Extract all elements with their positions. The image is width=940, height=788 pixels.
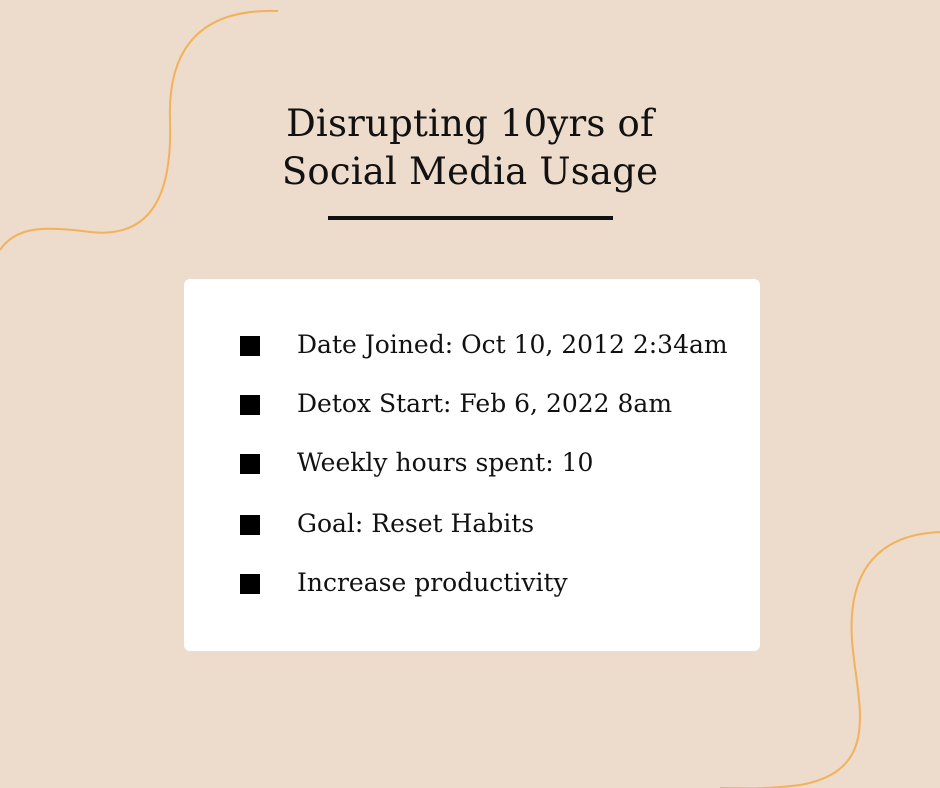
list-item-label: Weekly hours spent: 10 [297,448,594,477]
page-title [0,100,940,196]
black-square-icon [240,336,260,356]
info-card [184,279,760,651]
title-line-1: Disrupting 10yrs of [286,102,654,145]
black-square-icon [240,454,260,474]
list-item-date-joined [184,330,760,376]
list-item-label: Increase productivity [297,568,568,597]
black-square-icon [240,515,260,535]
list-item-label: Goal: Reset Habits [297,509,535,538]
list-item-weekly-hours [184,448,760,494]
list-item-detox-start [184,389,760,435]
list-item-label: Date Joined: Oct 10, 2012 2:34am [297,330,728,359]
title-underline [328,216,613,220]
black-square-icon [240,395,260,415]
black-square-icon [240,574,260,594]
list-item-productivity [184,568,760,614]
title-line-2: Social Media Usage [281,150,659,193]
list-item-goal [184,509,760,555]
list-item-label: Detox Start: Feb 6, 2022 8am [297,389,673,418]
